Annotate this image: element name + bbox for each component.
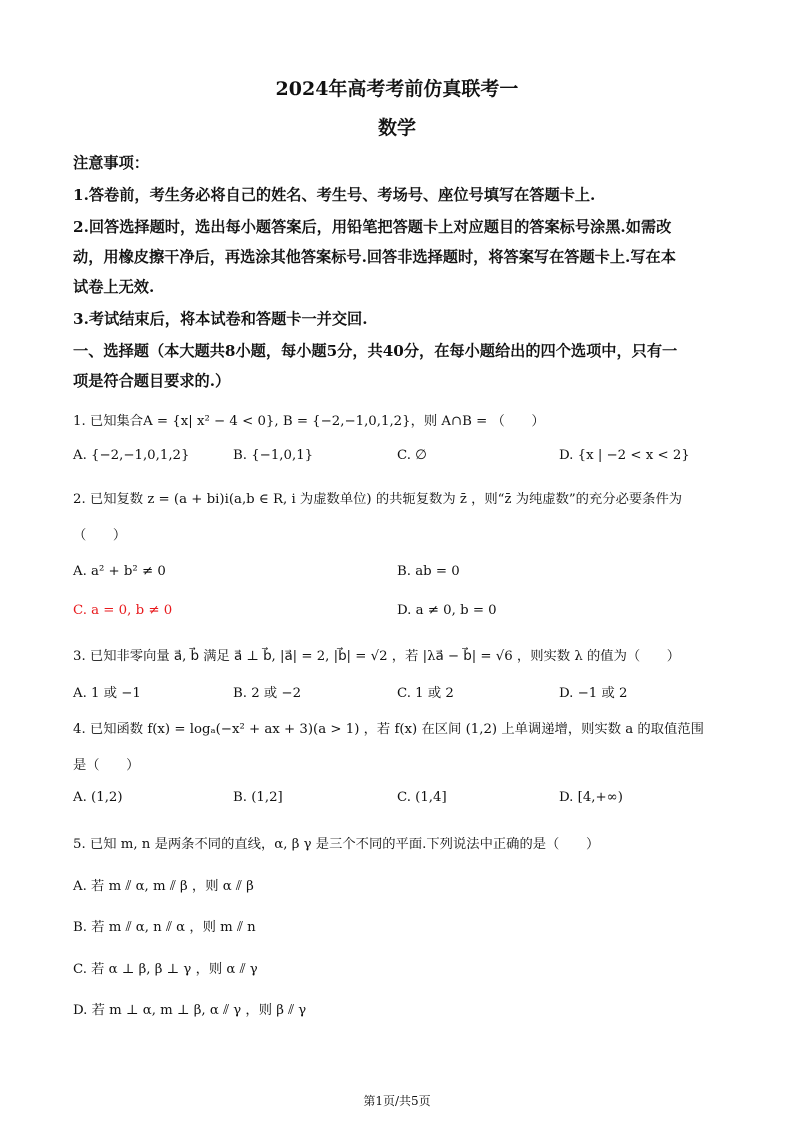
question-2-option-a: A. a² + b² ≠ 0 xyxy=(73,564,166,579)
question-4-option-d: D. [4,+∞) xyxy=(559,790,623,805)
question-3-stem: 3. 已知非零向量 a⃗, b⃗ 满足 a⃗ ⊥ b⃗, |a⃗| = 2, |b⃗| = √2 ，若 |λa⃗ − b⃗| = √6 ，则实数 λ 的值为（ ） xyxy=(73,649,681,664)
question-1-stem: 1. 已知集合A = {x| x² − 4 < 0}, B = {−2,−1,0,1,2}，则 A∩B = （ ） xyxy=(73,414,545,429)
question-1-option-d: D. {x | −2 < x < 2} xyxy=(559,448,690,463)
note-3: 3.考试结束后，将本试卷和答题卡一并交回. xyxy=(73,310,368,328)
question-5-stem: 5. 已知 m, n 是两条不同的直线，α, β γ 是三个不同的平面.下列说法中正确的是（ ） xyxy=(73,837,600,852)
note-2-line-2: 动，用橡皮擦干净后，再选涂其他答案标号.回答非选择题时，将答案写在答题卡上.写在本 xyxy=(73,248,676,266)
question-4-option-a: A. (1,2) xyxy=(73,790,123,805)
question-2-option-d: D. a ≠ 0, b = 0 xyxy=(397,603,497,618)
note-2-line-1: 2.回答选择题时，选出每小题答案后，用铅笔把答题卡上对应题目的答案标号涂黑.如需改 xyxy=(73,218,672,236)
question-1-option-a: A. {−2,−1,0,1,2} xyxy=(73,448,190,463)
question-3-option-b: B. 2 或 −2 xyxy=(233,686,302,701)
question-4-stem-cont: 是（ ） xyxy=(73,758,140,773)
question-5-option-d: D. 若 m ⊥ α, m ⊥ β, α ⫽ γ ，则 β ⫽ γ xyxy=(73,1003,307,1018)
question-4-option-c: C. (1,4] xyxy=(397,790,447,805)
question-5-option-c: C. 若 α ⊥ β, β ⊥ γ ，则 α ⫽ γ xyxy=(73,962,258,977)
section-heading-line-1: 一、选择题（本大题共8小题，每小题5分，共40分，在每小题给出的四个选项中，只有一 xyxy=(73,342,678,360)
page-footer: 第1页/共5页 xyxy=(363,1094,431,1108)
note-1: 1.答卷前，考生务必将自己的姓名、考生号、考场号、座位号填写在答题卡上. xyxy=(73,186,596,204)
question-5-option-a: A. 若 m ⫽ α, m ⫽ β ，则 α ⫽ β xyxy=(73,879,254,894)
question-3-option-d: D. −1 或 2 xyxy=(559,686,628,701)
question-3-option-a: A. 1 或 −1 xyxy=(73,686,141,701)
question-2-stem-cont: （ ） xyxy=(73,528,127,543)
question-1-option-b: B. {−1,0,1} xyxy=(233,448,314,463)
section-heading-line-2: 项是符合题目要求的.） xyxy=(73,372,231,390)
question-2-option-b: B. ab = 0 xyxy=(397,564,460,579)
note-2-line-3: 试卷上无效. xyxy=(73,278,155,296)
question-2-option-c: C. a = 0, b ≠ 0 xyxy=(73,603,173,618)
exam-title: 2024年高考考前仿真联考一 xyxy=(275,78,519,100)
question-4-option-b: B. (1,2] xyxy=(233,790,283,805)
notes-heading: 注意事项： xyxy=(73,154,149,172)
question-5-option-b: B. 若 m ⫽ α, n ⫽ α ，则 m ⫽ n xyxy=(73,920,256,935)
question-1-option-c: C. ∅ xyxy=(397,448,427,463)
question-3-option-c: C. 1 或 2 xyxy=(397,686,454,701)
question-4-stem: 4. 已知函数 f(x) = logₐ(−x² + ax + 3)(a > 1) ，若 f(x) 在区间 (1,2) 上单调递增，则实数 a 的取值范围 xyxy=(73,722,704,737)
exam-subject: 数学 xyxy=(377,117,416,139)
question-2-stem: 2. 已知复数 z = (a + bi)i(a,b ∈ R, i 为虚数单位) 的共轭复数为 z̄ ，则“z̄ 为纯虚数”的充分必要条件为 xyxy=(73,492,683,507)
